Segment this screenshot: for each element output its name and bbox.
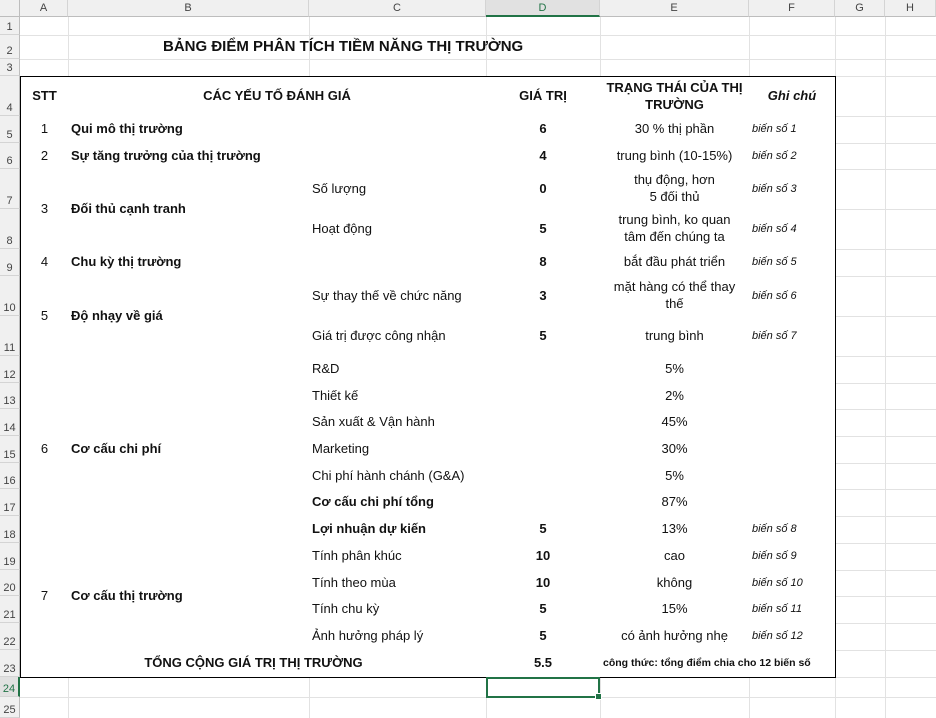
header-state[interactable]: TRẠNG THÁI CỦA THỊ TRƯỜNG [600, 76, 750, 117]
column-header-e[interactable]: E [600, 0, 749, 17]
value-cell[interactable]: 10 [486, 570, 601, 597]
state-cell[interactable]: 87% [600, 489, 750, 517]
value-cell[interactable]: 3 [486, 276, 601, 317]
active-cell-selection[interactable] [486, 677, 600, 698]
state-cell[interactable]: thụ động, hơn 5 đối thủ [600, 169, 750, 210]
state-cell[interactable]: 15% [600, 596, 750, 624]
value-cell[interactable]: 10 [486, 543, 601, 571]
note-cell[interactable]: biến số 7 [749, 316, 836, 357]
header-factors[interactable]: CÁC YẾU TỐ ĐÁNH GIÁ [68, 76, 487, 117]
state-cell[interactable]: 5% [600, 463, 750, 490]
row-header[interactable]: 15 [0, 436, 20, 463]
total-value[interactable]: 5.5 [486, 650, 601, 678]
note-cell[interactable] [749, 409, 836, 437]
row-header[interactable]: 5 [0, 116, 20, 143]
sub-factor-cell[interactable]: Sự thay thế về chức năng [309, 276, 487, 317]
row-header[interactable]: 7 [0, 169, 20, 209]
note-cell[interactable]: biến số 3 [749, 169, 836, 210]
row-header[interactable]: 2 [0, 35, 20, 59]
sub-factor-cell[interactable]: Tính phân khúc [309, 543, 487, 571]
row-header[interactable]: 6 [0, 143, 20, 169]
note-cell[interactable]: biến số 6 [749, 276, 836, 317]
select-all-corner[interactable] [0, 0, 20, 17]
stt-cell[interactable]: 7 [20, 543, 69, 651]
row-header[interactable]: 9 [0, 249, 20, 276]
row-header[interactable]: 4 [0, 76, 20, 116]
header-value[interactable]: GIÁ TRỊ [486, 76, 601, 117]
state-cell[interactable]: trung bình [600, 316, 750, 357]
total-label[interactable]: TỔNG CỘNG GIÁ TRỊ THỊ TRƯỜNG [20, 650, 487, 678]
column-header-g[interactable]: G [835, 0, 885, 17]
column-header-f[interactable]: F [749, 0, 835, 17]
sub-factor-cell[interactable]: Cơ cấu chi phí tổng [309, 489, 487, 517]
note-cell[interactable]: biến số 12 [749, 623, 836, 651]
note-cell[interactable] [749, 356, 836, 384]
sub-factor-cell[interactable]: Ảnh hưởng pháp lý [309, 623, 487, 651]
value-cell[interactable]: 5 [486, 623, 601, 651]
note-cell[interactable]: biến số 1 [749, 116, 836, 144]
column-header-c[interactable]: C [309, 0, 486, 17]
state-cell[interactable]: mặt hàng có thể thay thế [600, 276, 750, 317]
stt-cell[interactable]: 6 [20, 356, 69, 544]
state-cell[interactable]: 13% [600, 516, 750, 544]
sub-factor-cell[interactable]: Marketing [309, 436, 487, 464]
value-cell[interactable]: 8 [486, 249, 601, 277]
note-cell[interactable] [749, 463, 836, 490]
state-cell[interactable]: có ảnh hưởng nhẹ [600, 623, 750, 651]
factor-cell[interactable]: Cơ cấu thị trường [68, 543, 310, 651]
row-header[interactable]: 11 [0, 316, 20, 356]
note-cell[interactable] [749, 489, 836, 517]
value-cell[interactable]: 5 [486, 516, 601, 544]
value-cell[interactable] [486, 463, 601, 490]
row-header[interactable]: 20 [0, 570, 20, 596]
state-cell[interactable]: 30% [600, 436, 750, 464]
row-header[interactable]: 14 [0, 409, 20, 436]
note-cell[interactable]: biến số 8 [749, 516, 836, 544]
state-cell[interactable]: 5% [600, 356, 750, 384]
note-cell[interactable]: biến số 11 [749, 596, 836, 624]
note-cell[interactable] [749, 436, 836, 464]
stt-cell[interactable]: 1 [20, 116, 69, 144]
state-cell[interactable]: trung bình, ko quan tâm đến chúng ta [600, 209, 750, 250]
state-cell[interactable]: 30 % thị phần [600, 116, 750, 144]
value-cell[interactable]: 0 [486, 169, 601, 210]
factor-cell[interactable]: Đối thủ cạnh tranh [68, 169, 310, 250]
row-header[interactable]: 23 [0, 650, 20, 677]
row-header[interactable]: 1 [0, 17, 20, 35]
row-header[interactable]: 22 [0, 623, 20, 650]
note-cell[interactable]: biến số 9 [749, 543, 836, 571]
factor-cell[interactable]: Độ nhạy về giá [68, 276, 310, 357]
row-header[interactable]: 17 [0, 489, 20, 516]
stt-cell[interactable]: 2 [20, 143, 69, 170]
header-note[interactable]: Ghi chú [749, 76, 836, 117]
sub-factor-cell[interactable]: Sản xuất & Vận hành [309, 409, 487, 437]
state-cell[interactable]: bắt đầu phát triển [600, 249, 750, 277]
value-cell[interactable]: 5 [486, 596, 601, 624]
value-cell[interactable]: 5 [486, 209, 601, 250]
row-header[interactable]: 24 [0, 677, 20, 697]
note-cell[interactable]: biến số 4 [749, 209, 836, 250]
state-cell[interactable]: trung bình (10-15%) [600, 143, 750, 170]
factor-cell[interactable]: Sự tăng trưởng của thị trường [68, 143, 487, 170]
value-cell[interactable] [486, 436, 601, 464]
column-header-h[interactable]: H [885, 0, 936, 17]
row-header[interactable]: 3 [0, 59, 20, 76]
note-cell[interactable]: biến số 10 [749, 570, 836, 597]
value-cell[interactable]: 6 [486, 116, 601, 144]
state-cell[interactable]: 2% [600, 383, 750, 410]
sub-factor-cell[interactable]: Số lượng [309, 169, 487, 210]
row-header[interactable]: 21 [0, 596, 20, 623]
row-header[interactable]: 16 [0, 463, 20, 489]
sub-factor-cell[interactable]: Chi phí hành chánh (G&A) [309, 463, 487, 490]
sub-factor-cell[interactable]: Giá trị được công nhận [309, 316, 487, 357]
row-header[interactable]: 8 [0, 209, 20, 249]
stt-cell[interactable]: 5 [20, 276, 69, 357]
value-cell[interactable]: 5 [486, 316, 601, 357]
note-cell[interactable]: biến số 2 [749, 143, 836, 170]
value-cell[interactable] [486, 356, 601, 384]
total-formula[interactable]: công thức: tổng điểm chia cho 12 biến số [600, 650, 836, 678]
sub-factor-cell[interactable]: Thiết kế [309, 383, 487, 410]
sheet-title[interactable]: BẢNG ĐIỂM PHÂN TÍCH TIỀM NĂNG THỊ TRƯỜNG [163, 38, 524, 56]
header-stt[interactable]: STT [20, 76, 69, 117]
factor-cell[interactable]: Chu kỳ thị trường [68, 249, 487, 277]
factor-cell[interactable]: Qui mô thị trường [68, 116, 487, 144]
value-cell[interactable] [486, 409, 601, 437]
value-cell[interactable]: 4 [486, 143, 601, 170]
sub-factor-cell[interactable]: R&D [309, 356, 487, 384]
sub-factor-cell[interactable]: Tính theo mùa [309, 570, 487, 597]
row-header[interactable]: 13 [0, 383, 20, 409]
value-cell[interactable] [486, 489, 601, 517]
sub-factor-cell[interactable]: Hoạt động [309, 209, 487, 250]
column-header-a[interactable]: A [20, 0, 68, 17]
state-cell[interactable]: không [600, 570, 750, 597]
row-header[interactable]: 19 [0, 543, 20, 570]
stt-cell[interactable]: 3 [20, 169, 69, 250]
row-header[interactable]: 12 [0, 356, 20, 383]
value-cell[interactable] [486, 383, 601, 410]
column-header-d[interactable]: D [486, 0, 600, 17]
row-header[interactable]: 18 [0, 516, 20, 543]
sub-factor-cell[interactable]: Lợi nhuận dự kiến [309, 516, 487, 544]
row-header[interactable]: 10 [0, 276, 20, 316]
stt-cell[interactable]: 4 [20, 249, 69, 277]
note-cell[interactable]: biến số 5 [749, 249, 836, 277]
factor-cell[interactable]: Cơ cấu chi phí [68, 356, 310, 544]
sub-factor-cell[interactable]: Tính chu kỳ [309, 596, 487, 624]
column-header-b[interactable]: B [68, 0, 309, 17]
note-cell[interactable] [749, 383, 836, 410]
state-cell[interactable]: cao [600, 543, 750, 571]
row-header[interactable]: 25 [0, 697, 20, 718]
state-cell[interactable]: 45% [600, 409, 750, 437]
